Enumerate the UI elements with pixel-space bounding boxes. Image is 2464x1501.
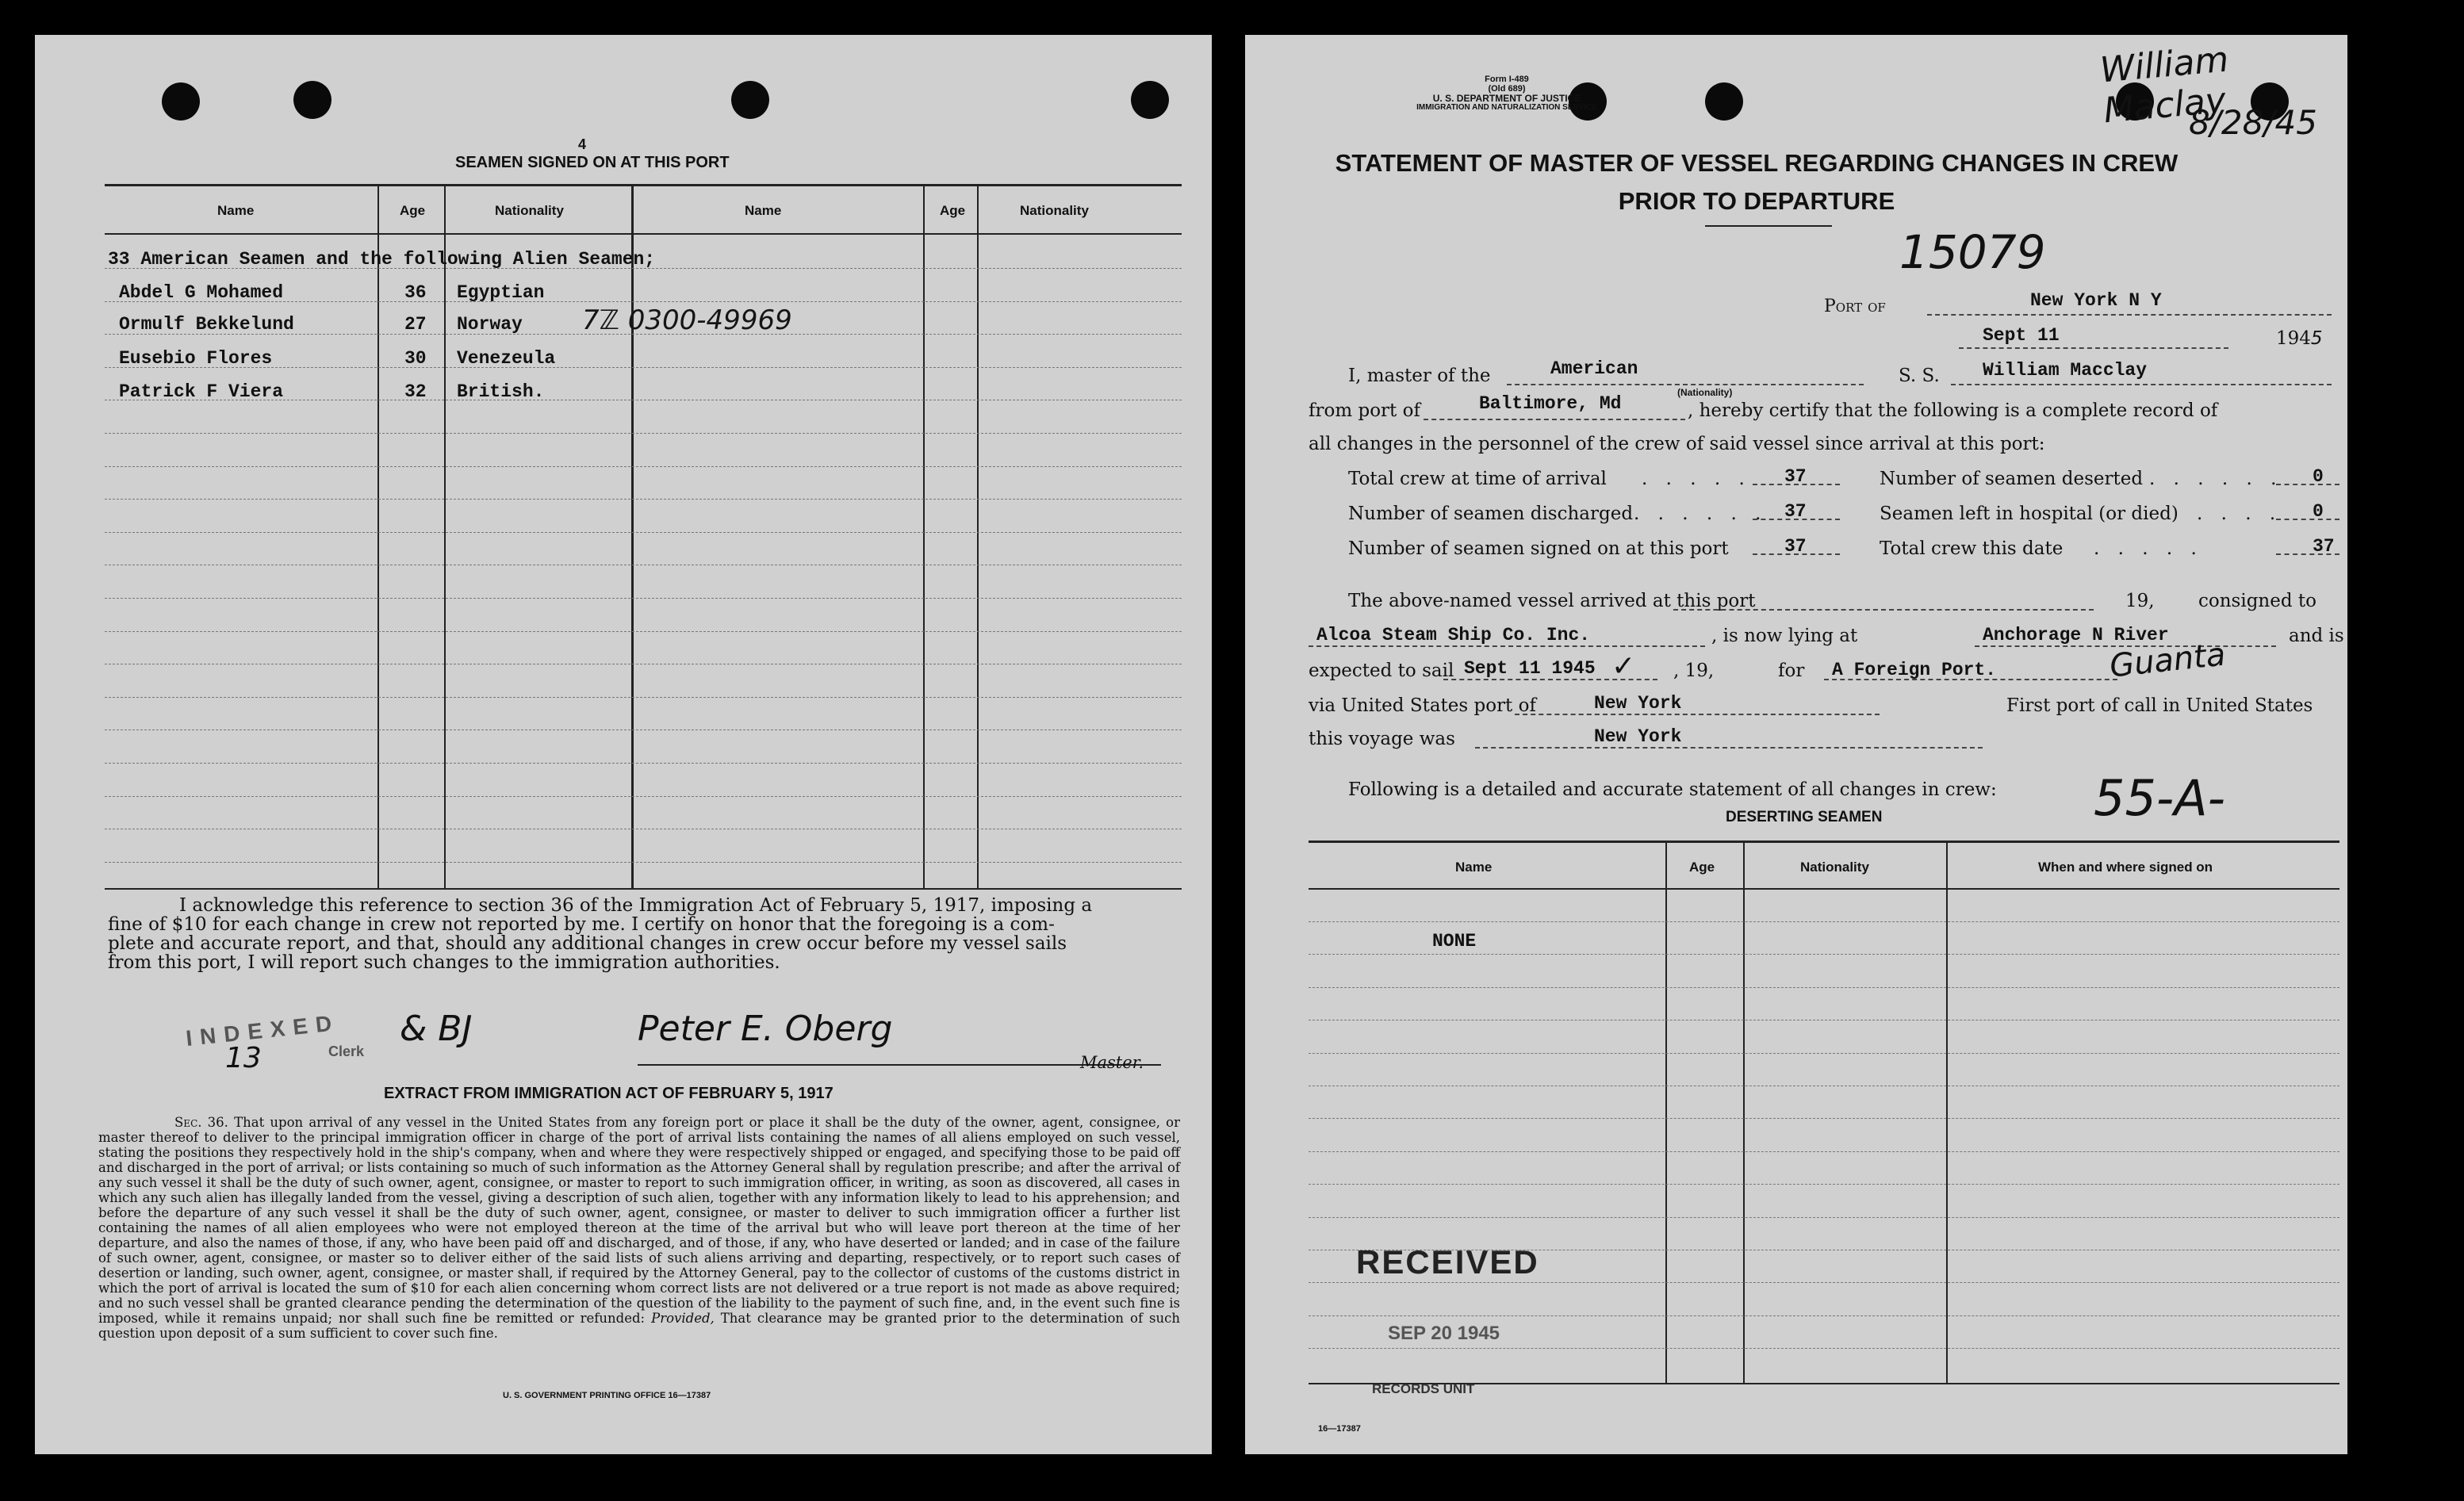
row-rule [1309, 1315, 2339, 1316]
and-is-label: and is [2289, 626, 2344, 646]
row-rule [1309, 1184, 2339, 1185]
leader-dots: . . . . . . [1634, 504, 1768, 524]
punch-hole [731, 81, 769, 119]
stat-field-line [1753, 484, 1840, 485]
arrival-field-line [1673, 609, 2094, 611]
lying-label: , is now lying at [1711, 626, 1858, 646]
expected-value: Sept 11 1945 [1464, 658, 1596, 679]
row-rule [105, 796, 1182, 797]
row-rule [105, 631, 1182, 632]
acknowledgement-line: from this port, I will report such changes to the immigration authorities. [108, 952, 780, 973]
nationality-caption: (Nationality) [1677, 387, 1733, 398]
row-rule [1309, 1217, 2339, 1218]
via-label: via United States port of [1309, 695, 1536, 716]
row-rule [1309, 1348, 2339, 1349]
extract-heading: EXTRACT FROM IMMIGRATION ACT OF FEBRUARY 5, 1917 [384, 1085, 833, 1102]
stat-field-line [2276, 519, 2339, 520]
expected-year: , 19, [1673, 661, 1715, 681]
row-rule [105, 729, 1182, 730]
punch-hole [293, 81, 331, 119]
clerk-label: Clerk [328, 1043, 365, 1059]
row-rule [105, 697, 1182, 698]
form-identifier [1388, 75, 1626, 113]
page-number: 4 [578, 136, 587, 152]
section-36-provided: Provided, [651, 1311, 715, 1326]
for-label: for [1778, 661, 1805, 681]
handwritten-number: 7ℤ 0300-49969 [582, 304, 792, 336]
seaman-nationality: Egyptian [457, 282, 545, 303]
consigned-label: consigned to [2198, 591, 2316, 611]
arrival-year: 19, [2125, 591, 2155, 611]
consignee-value: Alcoa Steam Ship Co. Inc. [1316, 625, 1591, 645]
port-field-line [1927, 314, 2332, 316]
stat-hospital-label: Seamen left in hospital (or died) [1880, 504, 2179, 524]
stat-field-line [1753, 553, 1840, 555]
column-divider [923, 184, 925, 890]
col-header-nationality-2: Nationality [1020, 203, 1089, 218]
nationality-value: American [1550, 358, 1638, 379]
acknowledgement [108, 896, 1178, 972]
desert-col-nationality: Nationality [1800, 860, 1869, 875]
lying-value: Anchorage N River [1983, 625, 2169, 645]
seaman-nationality: Venezeula [457, 348, 556, 369]
year-suffix: 5 [2310, 328, 2323, 349]
voyage-value: New York [1594, 726, 1682, 747]
row-rule [105, 433, 1182, 434]
table-top-rule [105, 184, 1182, 186]
handwritten-code: 55-A- [2094, 769, 2226, 827]
stat-signed-on-label: Number of seamen signed on at this port [1348, 538, 1729, 559]
date-value: Sept 11 [1983, 325, 2060, 346]
col-header-age: Age [400, 203, 426, 218]
from-port-field-line [1424, 419, 1685, 420]
page-heading: SEAMEN SIGNED ON AT THIS PORT [455, 154, 730, 171]
stat-discharged-label: Number of seamen discharged [1348, 504, 1634, 524]
row-rule [1309, 987, 2339, 988]
title-line-1: STATEMENT OF MASTER OF VESSEL REGARDING CHANGES IN CREW [1335, 149, 2179, 177]
seaman-name: Eusebio Flores [119, 348, 273, 369]
ss-label: S. S. [1899, 366, 1940, 386]
section-36-text [98, 1115, 1180, 1341]
seaman-name: Abdel G Mohamed [119, 282, 284, 303]
leader-dots: . . . . . [2094, 538, 2203, 559]
clerk-initials: 13 [225, 1042, 262, 1074]
date-field-line [1959, 347, 2228, 349]
nineteen: 19 [1684, 661, 1708, 681]
row-rule [1309, 1282, 2339, 1283]
seaman-name: Ormulf Bekkelund [119, 314, 294, 335]
received-stamp: RECEIVED [1356, 1243, 1539, 1281]
left-page [35, 35, 1212, 1454]
row-rule [1309, 1118, 2339, 1119]
file-number: 15079 [1899, 225, 2046, 279]
ship-field-line [1951, 384, 2332, 385]
leader-dots: . . . . . . [2149, 469, 2283, 489]
stat-discharged-value: 37 [1784, 501, 1807, 522]
desert-table-header-rule [1309, 888, 2339, 890]
indexed-stamp: INDEXED [184, 1009, 341, 1051]
seaman-age: 30 [404, 348, 427, 369]
desert-col-when-where: When and where signed on [2038, 860, 2213, 875]
stat-signed-on-value: 37 [1784, 536, 1807, 557]
row-rule [105, 532, 1182, 533]
received-date: SEP 20 1945 [1388, 1323, 1500, 1344]
ship-name: William Macclay [1983, 360, 2148, 381]
port-label: Port of [1824, 297, 1886, 316]
from-port-label: from port of [1309, 400, 1420, 421]
punch-hole [1131, 81, 1169, 119]
row-rule [1309, 1053, 2339, 1054]
seaman-name: Patrick F Viera [119, 381, 284, 402]
row-rule [105, 598, 1182, 599]
table-bottom-rule [105, 888, 1182, 890]
section-36-label: Sec. 36. [174, 1115, 228, 1130]
printer-line: U. S. GOVERNMENT PRINTING OFFICE 16—17387 [503, 1391, 711, 1400]
year-field [2276, 328, 2323, 349]
col-header-name: Name [217, 203, 255, 218]
voyage-label: this voyage was [1309, 729, 1455, 749]
master-label: Master. [1080, 1053, 1144, 1072]
stat-total-arrival-label: Total crew at time of arrival [1348, 469, 1607, 489]
master-signature: Peter E. Oberg [638, 1009, 893, 1049]
section-36-body: That upon arrival of any vessel in the United States from any foreign port or place it shall be the duty of the owner, agent, consignee, or master thereof to deliver to the principal immigration officer in charge of the port of arrival lists containing the names of all aliens employed on such vessel, stating the positions they respectively hold in the ship's company, when and where they were respectively shipped or engaged, and specifying those to be paid off and discharged in the port of arrival; or lists containing so much of such information as the Attorney General shall by regulation prescribe; and after the arrival of any such vessel it shall be the duty of such owner, agent, consignee, or master to report to such immigration officer, in writing, as soon as discovered, all cases in which any such alien has illegally landed from the vessel, giving a description of such alien, together with any information likely to lead to his apprehension; and before the departure of any such vessel it shall be the duty of such owner, agent, consignee, or master to deliver to such immigration officer a further list containing the names of all alien employees who were not employed thereon at the time of the arrival but who will leave port thereon at the time of her departure, and also the names of those, if any, who have been paid off and discharged, and of those, if any, who have deserted or landed; and in case of the failure of such owner, agent, consignee, or master so to deliver either of the said lists of such aliens arriving and departing, respectively, or to report such cases of desertion or landing, such owner, agent, consignee, or master shall, if required by the Attorney General, pay to the collector of customs of the customs district in which the port of arrival is located the sum of $10 for each alien concerning whom correct lists are not delivered or a true report is not made as above required; and no such vessel shall be granted clearance pending the determination of the question of the liability to the payment of such fine, and, in the event such fine is imposed, while it remains unpaid; nor shall such fine be remitted or refunded: [98, 1115, 1180, 1326]
col-header-name-2: Name [745, 203, 782, 218]
initials-mark: & BJ [400, 1009, 473, 1049]
stat-hospital-value: 0 [2313, 501, 2324, 522]
via-field-line [1515, 714, 1880, 715]
port-value: New York N Y [2030, 290, 2162, 311]
certify-text: , hereby certify that the following is a complete record of [1688, 400, 2218, 421]
master-of-label: I, master of the [1348, 366, 1491, 386]
expected-label: expected to sail [1309, 661, 1454, 681]
seaman-age: 32 [404, 381, 427, 402]
for-value: A Foreign Port. [1832, 660, 1997, 680]
column-divider [977, 184, 979, 890]
section-36-end: That clearance may be granted prior to the determination of such question upon deposit of a sum sufficient to cover such fine. [98, 1311, 1181, 1341]
title-line-2: PRIOR TO DEPARTURE [1618, 187, 1895, 215]
col-header-nationality: Nationality [495, 203, 564, 218]
nineteen: 19 [2125, 591, 2149, 611]
acknowledgement-line: plete and accurate report, and that, should any additional changes in crew occur before my vessel sails [108, 933, 1067, 954]
desert-table-top-rule [1309, 840, 2339, 843]
none-entry: NONE [1432, 931, 1477, 952]
printer-code: 16—17387 [1318, 1424, 1361, 1434]
row-rule [1309, 954, 2339, 955]
via-value: New York [1594, 693, 1682, 714]
stat-field-line [1753, 519, 1840, 520]
table-header-rule [105, 233, 1182, 235]
seaman-age: 27 [404, 314, 427, 335]
form-title [1245, 144, 2268, 220]
row-rule [1309, 921, 2339, 922]
column-divider [631, 184, 634, 890]
check-mark: ✓ [1611, 650, 1636, 683]
voyage-field-line [1475, 747, 1983, 749]
from-port-value: Baltimore, Md [1479, 393, 1622, 414]
stat-total-date-value: 37 [2313, 536, 2335, 557]
all-changes-text: all changes in the personnel of the crew of said vessel since arrival at this port: [1309, 434, 2045, 454]
title-rule [1705, 225, 1832, 227]
stat-deserted-label: Number of seamen deserted [1880, 469, 2144, 489]
consignee-field-line [1309, 645, 1705, 647]
stat-total-date-label: Total crew this date [1880, 538, 2064, 559]
leader-dots: . . . . [2197, 504, 2282, 524]
acknowledgement-line: fine of $10 for each change in crew not reported by me. I certify on honor that the foregoing is a com- [108, 914, 1055, 935]
year-prefix: 194 [2276, 328, 2311, 349]
deserting-heading: DESERTING SEAMEN [1726, 809, 1883, 825]
leader-dots: . . . . . [1642, 469, 1751, 489]
seaman-nationality: British. [457, 381, 545, 402]
department-name: U. S. DEPARTMENT OF JUSTICE [1432, 93, 1581, 104]
row-rule [105, 862, 1182, 863]
service-name: IMMIGRATION AND NATURALIZATION SERVICE [1416, 103, 1597, 112]
desert-col-name: Name [1455, 860, 1493, 875]
handwritten-date: 8/28/45 [2189, 103, 2317, 142]
stat-field-line [2276, 484, 2339, 485]
column-divider [444, 184, 446, 890]
punch-hole [162, 82, 200, 121]
punch-hole [1705, 82, 1743, 121]
form-old-number: (Old 689) [1488, 84, 1526, 94]
intro-line: 33 American Seamen and the following Alien Seamen; [108, 249, 656, 270]
acknowledgement-line: I acknowledge this reference to section 36 of the Immigration Act of February 5, 1917, imposing a [179, 895, 1093, 916]
right-page [1245, 35, 2347, 1454]
stat-deserted-value: 0 [2313, 466, 2324, 487]
stat-total-arrival-value: 37 [1784, 466, 1807, 487]
first-port-label: First port of call in United States [2006, 695, 2313, 716]
row-rule [105, 466, 1182, 467]
nationality-field-line [1507, 384, 1864, 385]
desert-col-age: Age [1689, 860, 1715, 875]
seaman-nationality: Norway [457, 314, 523, 335]
row-rule [105, 763, 1182, 764]
stat-field-line [2276, 553, 2339, 555]
row-rule [1309, 1151, 2339, 1152]
form-number: Form I-489 [1485, 75, 1529, 84]
col-header-age-2: Age [939, 203, 966, 218]
following-text: Following is a detailed and accurate statement of all changes in crew: [1348, 779, 1997, 800]
lying-label-text: is now lying at [1723, 626, 1858, 646]
arrived-text: The above-named vessel arrived at this port [1348, 591, 1756, 611]
for-handwritten: Guanta [2107, 636, 2228, 685]
records-unit: RECORDS UNIT [1372, 1381, 1475, 1396]
handwritten-ship-name: William Maclay [2098, 39, 2231, 132]
row-rule [105, 499, 1182, 500]
seaman-age: 36 [404, 282, 427, 303]
for-field-line [1824, 679, 2117, 680]
column-divider [377, 184, 379, 890]
